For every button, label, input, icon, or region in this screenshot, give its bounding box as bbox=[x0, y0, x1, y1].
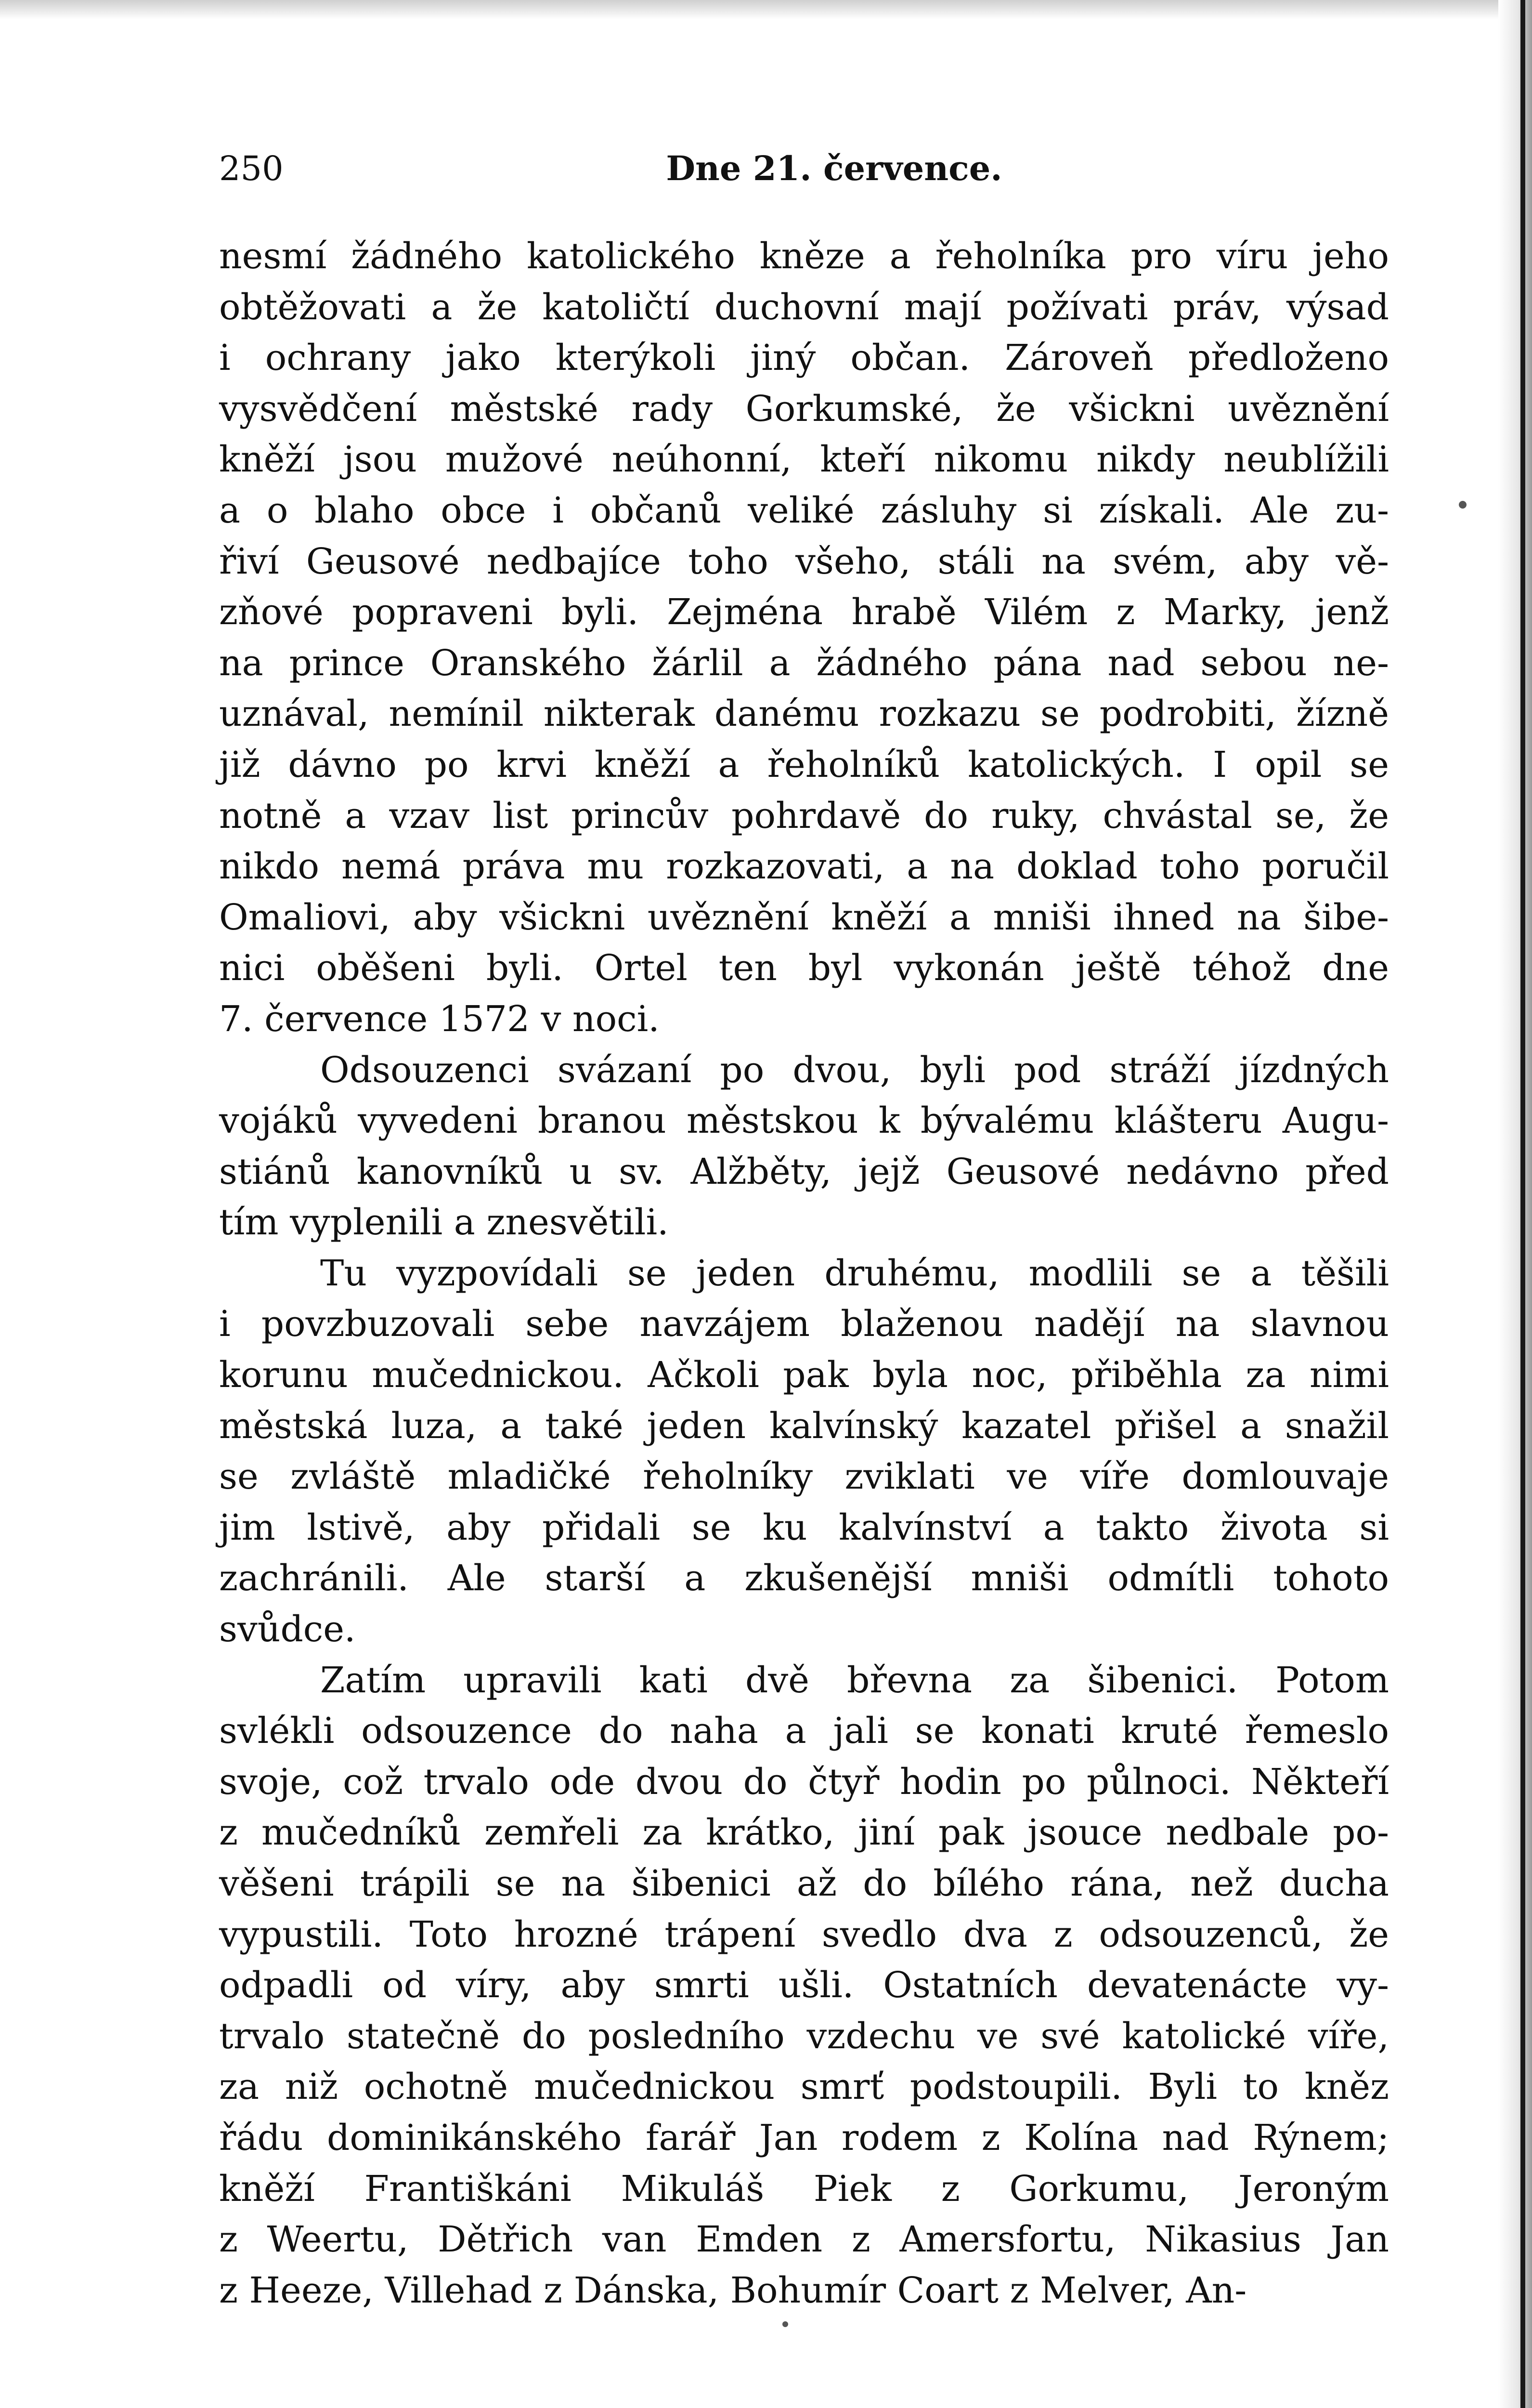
text-line: z Heeze, Villehad z Dánska, Bohumír Coart z Melver, An- bbox=[219, 2269, 1247, 2311]
text-line: z mučedníků zemřeli za krátko, jiní pak jsouce nedbale po- bbox=[219, 1812, 1389, 1854]
text-line: nikdo nemá práva mu rozkazovati, a na doklad toho poručil bbox=[219, 846, 1389, 888]
text-line: korunu mučednickou. Ačkoli pak byla noc, přiběhla za nimi bbox=[219, 1354, 1389, 1396]
text-line: i povzbuzovali sebe navzájem blaženou nadějí na slavnou bbox=[219, 1303, 1389, 1345]
text-line: městská luza, a také jeden kalvínský kazatel přišel a snažil bbox=[219, 1405, 1389, 1447]
text-line: svůdce. bbox=[219, 1609, 356, 1650]
page-edge-line bbox=[1520, 0, 1525, 2408]
text-line: svoje, což trvalo ode dvou do čtyř hodin po půlnoci. Někteří bbox=[219, 1761, 1389, 1803]
text-line: zňové popraveni byli. Zejména hrabě Vilém z Marky, jenž bbox=[219, 591, 1389, 633]
text-line: svlékli odsouzence do naha a jali se konati kruté řemeslo bbox=[219, 1710, 1389, 1752]
text-line: 7. července 1572 v noci. bbox=[219, 998, 660, 1040]
text-line: na prince Oranského žárlil a žádného pána nad sebou ne- bbox=[219, 642, 1389, 684]
text-line: řádu dominikánského farář Jan rodem z Kolína nad Rýnem; bbox=[219, 2117, 1389, 2159]
text-line: nesmí žádného katolického kněze a řeholníka pro víru jeho bbox=[219, 236, 1389, 277]
page-number: 250 bbox=[219, 149, 284, 188]
text-line: vojáků vyvedeni branou městskou k bývalému klášteru Augu- bbox=[219, 1100, 1389, 1142]
text-line: notně a vzav list princův pohrdavě do ruky, chvástal se, že bbox=[219, 795, 1389, 837]
text-line: Tu vyzpovídali se jeden druhému, modlili se a těšili bbox=[320, 1252, 1389, 1294]
text-line: věšeni trápili se na šibenici až do bílého rána, než ducha bbox=[219, 1863, 1389, 1904]
text-line: i ochrany jako kterýkoli jiný občan. Zároveň předloženo bbox=[219, 337, 1389, 379]
ink-speck bbox=[1459, 501, 1467, 509]
text-line: Zatím upravili kati dvě břevna za šibenici. Potom bbox=[320, 1659, 1389, 1701]
text-line: trvalo statečně do posledního vzdechu ve své katolické víře, bbox=[219, 2015, 1389, 2057]
text-line: tím vyplenili a znesvětili. bbox=[219, 1202, 669, 1243]
text-line: uznával, nemínil nikterak danému rozkazu se podrobiti, žízně bbox=[219, 693, 1389, 735]
text-line: Odsouzenci svázaní po dvou, byli pod stráží jízdných bbox=[320, 1049, 1389, 1091]
text-line: jim lstivě, aby přidali se ku kalvínství a takto života si bbox=[219, 1506, 1389, 1548]
scan-shadow-right bbox=[1498, 0, 1532, 2408]
text-line: řiví Geusové nedbajíce toho všeho, stáli na svém, aby vě- bbox=[219, 540, 1389, 582]
text-line: za niž ochotně mučednickou smrť podstoupili. Byli to kněz bbox=[219, 2066, 1389, 2108]
text-line: kněží Františkáni Mikuláš Piek z Gorkumu, Jeroným bbox=[219, 2168, 1389, 2210]
text-line: odpadli od víry, aby smrti ušli. Ostatních devatenácte vy- bbox=[219, 1964, 1389, 2006]
text-line: z Weertu, Dětřich van Emden z Amersfortu, Nikasius Jan bbox=[219, 2219, 1389, 2261]
text-line: obtěžovati a že katoličtí duchovní mají požívati práv, výsad bbox=[219, 286, 1389, 328]
text-line: se zvláště mladičké řeholníky zviklati ve víře domlouvaje bbox=[219, 1456, 1389, 1498]
text-line: a o blaho obce i občanů veliké zásluhy si získali. Ale zu- bbox=[219, 489, 1389, 531]
running-head: Dne 21. července. bbox=[666, 148, 1002, 188]
text-line: již dávno po krvi kněží a řeholníků katolických. I opil se bbox=[219, 744, 1389, 785]
text-line: zachránili. Ale starší a zkušenější mniši odmítli tohoto bbox=[219, 1557, 1389, 1599]
text-line: kněží jsou mužové neúhonní, kteří nikomu nikdy neublížili bbox=[219, 439, 1389, 481]
ink-speck bbox=[782, 2321, 788, 2327]
page-header bbox=[219, 144, 1449, 193]
text-line: stiánů kanovníků u sv. Alžběty, jejž Geusové nedávno před bbox=[219, 1151, 1389, 1192]
body-text bbox=[219, 231, 1389, 2316]
text-line: nici oběšeni byli. Ortel ten byl vykonán ještě téhož dne bbox=[219, 947, 1389, 989]
scan-shadow-top bbox=[0, 0, 1532, 19]
text-line: vysvědčení městské rady Gorkumské, že všickni uvěznění bbox=[219, 388, 1389, 430]
text-line: Omaliovi, aby všickni uvěznění kněží a mniši ihned na šibe- bbox=[219, 896, 1389, 938]
text-line: vypustili. Toto hrozné trápení svedlo dva z odsouzenců, že bbox=[219, 1913, 1389, 1955]
